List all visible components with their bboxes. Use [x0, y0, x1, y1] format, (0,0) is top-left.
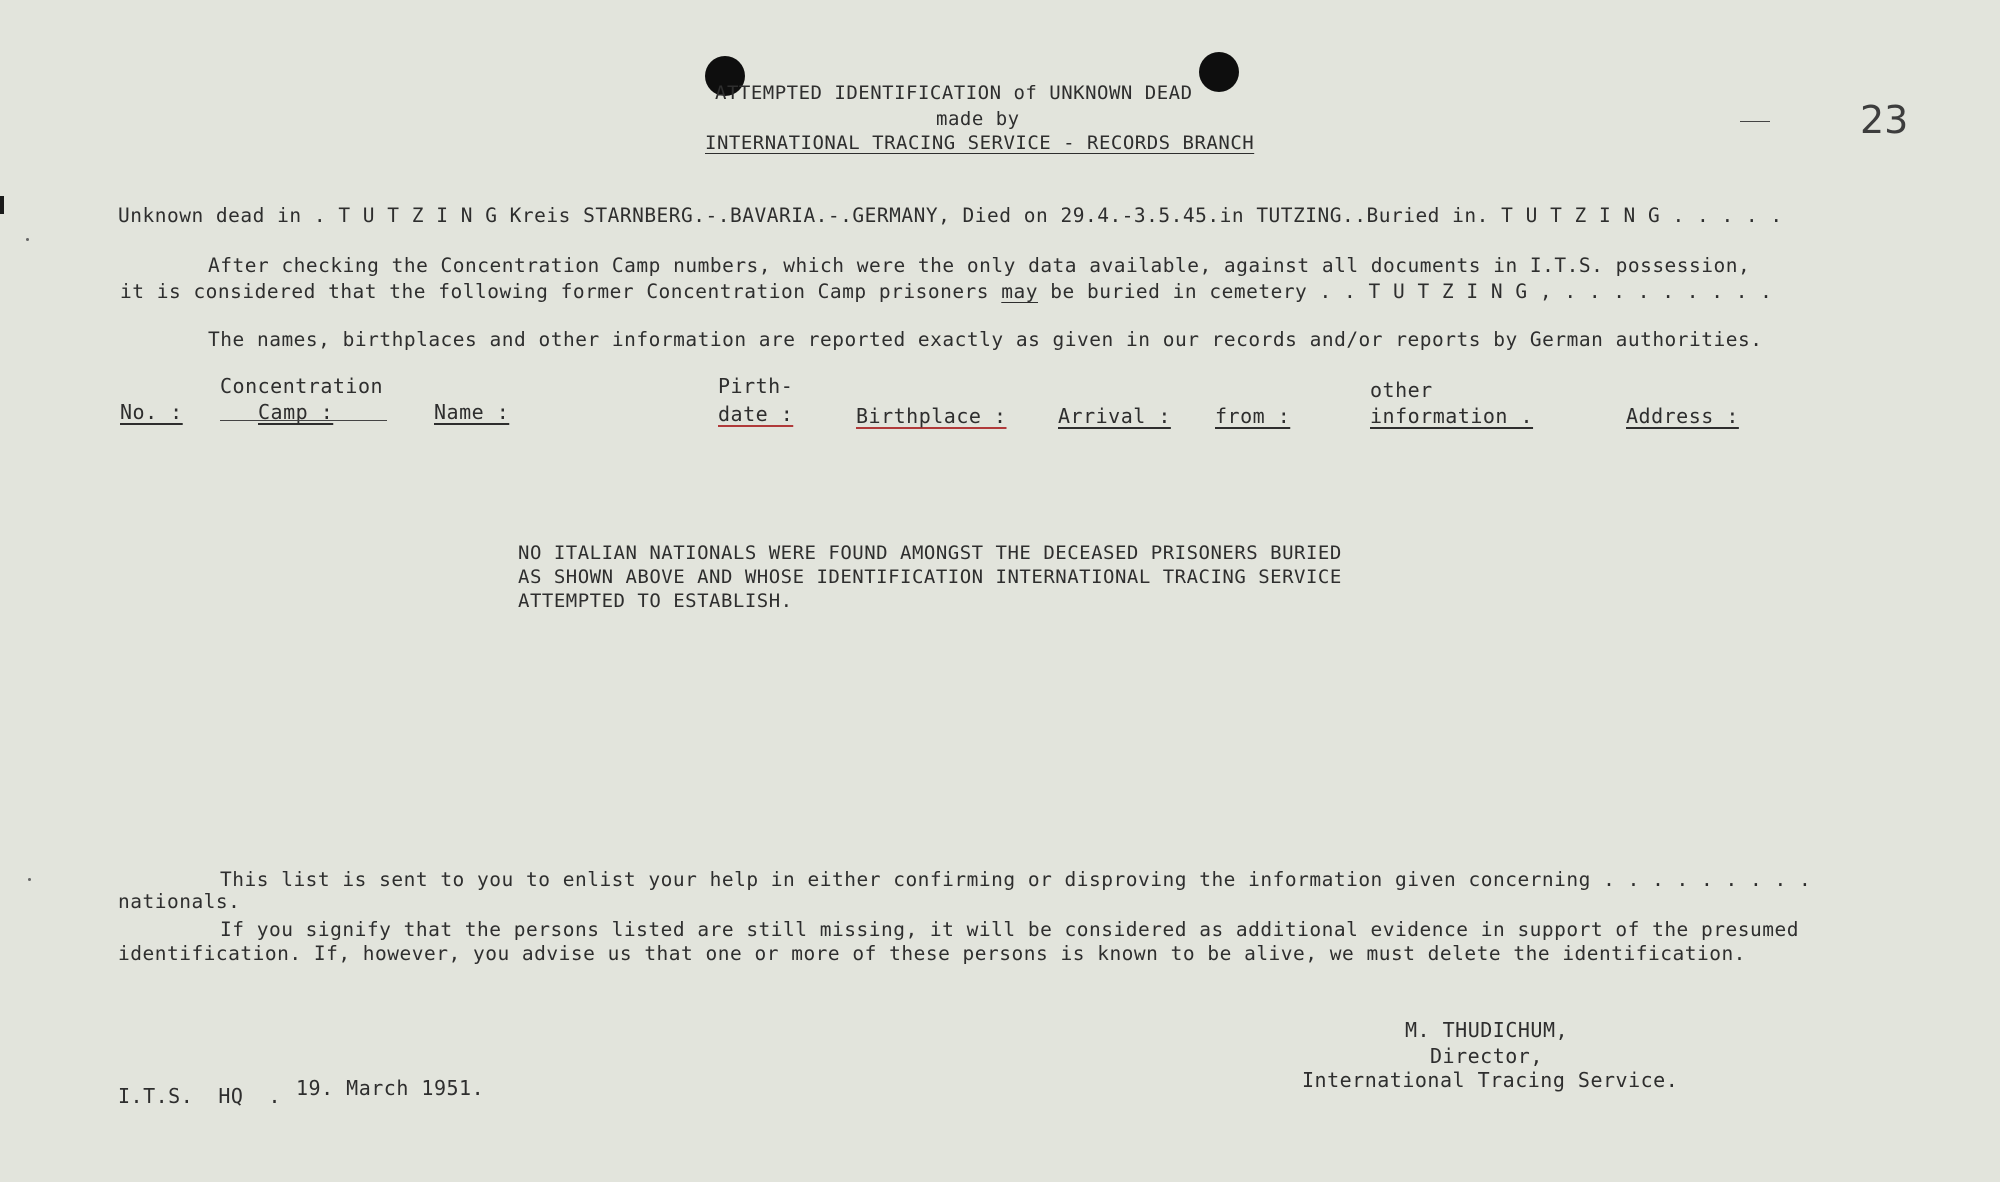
- closing-line-4: identification. If, however, you advise us that one or more of these persons is known to be alive, we must delete the identification.: [118, 942, 1746, 965]
- closing-line-1: This list is sent to you to enlist your help in either confirming or disproving the information given concerning . . . . . . . . .: [220, 868, 1812, 891]
- footer-date: 19. March 1951.: [296, 1076, 485, 1100]
- punch-hole-right: [1199, 52, 1239, 92]
- page-mark: [1740, 121, 1770, 122]
- column-from: from :: [1215, 404, 1291, 428]
- column-camp-underline: [220, 420, 387, 421]
- closing-line-3: If you signify that the persons listed are still missing, it will be considered as additional evidence in support of the presumed: [220, 918, 1799, 941]
- closing-line-2: nationals.: [118, 890, 241, 913]
- intro-may: may: [1001, 280, 1039, 303]
- margin-dot: [26, 238, 29, 241]
- signature-name: M. THUDICHUM,: [1405, 1018, 1569, 1042]
- column-birthdate: date :: [718, 402, 794, 426]
- column-other-top: other: [1370, 378, 1433, 402]
- notice-line-1: NO ITALIAN NATIONALS WERE FOUND AMONGST THE DECEASED PRISONERS BURIED: [518, 542, 1342, 564]
- intro-line-2: [120, 280, 1772, 303]
- header-organization: INTERNATIONAL TRACING SERVICE - RECORDS BRANCH: [705, 132, 1255, 154]
- intro-line-3: The names, birthplaces and other information are reported exactly as given in our records and/or reports by German authorities.: [208, 328, 1763, 351]
- intro-line-1: After checking the Concentration Camp numbers, which were the only data available, against all documents in I.T.S. possession,: [208, 254, 1751, 277]
- intro-line-2a: it is considered that the following former Concentration Camp prisoners: [120, 280, 1002, 303]
- unknown-dead-line: Unknown dead in . T U T Z I N G Kreis STARNBERG.-.BAVARIA.-.GERMANY, Died on 29.4.-3.5.45.in TUTZING..Buried in. T U T Z I N G . . . . .: [118, 204, 1783, 227]
- notice-line-2: AS SHOWN ABOVE AND WHOSE IDENTIFICATION INTERNATIONAL TRACING SERVICE: [518, 566, 1342, 588]
- header-subtitle: made by: [936, 108, 1020, 130]
- column-birthplace: Birthplace :: [856, 404, 1007, 428]
- margin-dot: [28, 878, 31, 881]
- column-birthdate-top: Pirth-: [718, 374, 794, 398]
- signature-organization: International Tracing Service.: [1302, 1068, 1679, 1092]
- margin-mark: [0, 196, 4, 214]
- notice-line-3: ATTEMPTED TO ESTABLISH.: [518, 590, 793, 612]
- header-title: ATTEMPTED IDENTIFICATION of UNKNOWN DEAD: [715, 82, 1193, 104]
- column-camp-top: Concentration: [220, 374, 384, 398]
- footer-place: I.T.S. HQ .: [118, 1084, 294, 1108]
- intro-line-2b: be buried in cemetery . . T U T Z I N G , . . . . . . . . .: [1038, 280, 1773, 303]
- column-arrival: Arrival :: [1058, 404, 1171, 428]
- column-other-information: information .: [1370, 404, 1534, 428]
- page-number: 23: [1860, 98, 1909, 142]
- column-camp: Camp :: [258, 400, 334, 424]
- column-no: No. :: [120, 400, 183, 424]
- signature-title: Director,: [1430, 1044, 1543, 1068]
- column-address: Address :: [1626, 404, 1739, 428]
- column-name: Name :: [434, 400, 510, 424]
